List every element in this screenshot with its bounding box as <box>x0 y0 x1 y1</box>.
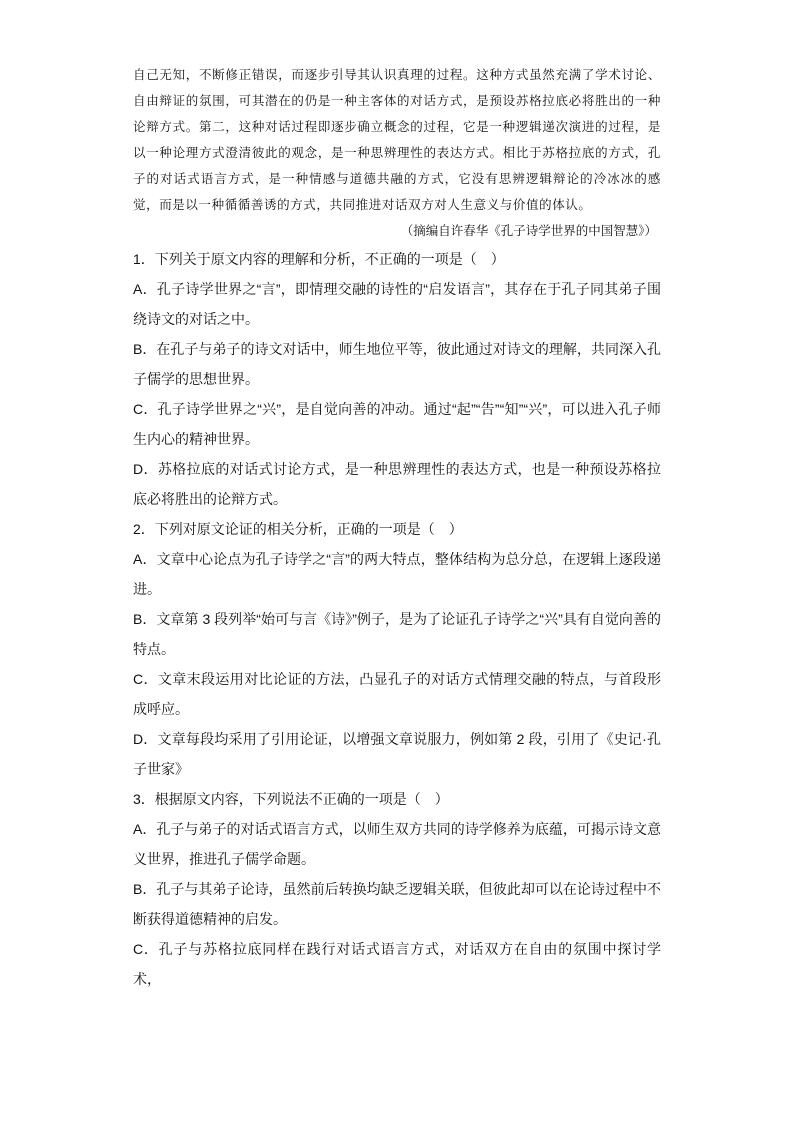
document-page <box>133 62 661 994</box>
passage-source: （摘编自许春华《孔子诗学世界的中国智慧》） <box>400 223 657 238</box>
option-d: D．文章每段均采用了引用论证，以增强文章说服力，例如第 2 段，引用了《史记·孔子世家》 <box>133 731 661 777</box>
question-1 <box>133 244 661 514</box>
question-stem: 1．下列关于原文内容的理解和分析，不正确的一项是（ ） <box>133 251 505 267</box>
option-a: A．孔子与弟子的对话式语言方式，以师生双方共同的诗学修养为底蕴，可揭示诗文意义世界，推进孔子儒学命题。 <box>133 821 661 867</box>
option-b: B．孔子与其弟子论诗，虽然前后转换均缺乏逻辑关联，但彼此却可以在论诗过程中不断获得道德精神的启发。 <box>133 881 661 927</box>
question-2 <box>133 514 661 784</box>
option-b: B．文章第 3 段列举“始可与言《诗》”例子，是为了论证孔子诗学之“兴”具有自觉向善的特点。 <box>133 611 661 657</box>
option-d: D．苏格拉底的对话式讨论方式，是一种思辨理性的表达方式，也是一种预设苏格拉底必将胜出的论辩方式。 <box>133 461 661 507</box>
option-c: C．孔子诗学世界之“兴”，是自觉向善的冲动。通过“起”“告”“知”“兴”，可以进入孔子师生内心的精神世界。 <box>133 401 661 447</box>
option-c: C．文章末段运用对比论证的方法，凸显孔子的对话方式情理交融的特点，与首段形成呼应。 <box>133 671 661 717</box>
question-stem: 3．根据原文内容，下列说法不正确的一项是（ ） <box>133 791 449 807</box>
question-stem: 2．下列对原文论证的相关分析，正确的一项是（ ） <box>133 521 463 537</box>
question-3 <box>133 784 661 994</box>
option-a: A．孔子诗学世界之“言”，即情理交融的诗性的“启发语言”，其存在于孔子同其弟子围绕诗文的对话之中。 <box>133 281 661 327</box>
option-a: A．文章中心论点为孔子诗学之“言”的两大特点，整体结构为总分总，在逻辑上逐段递进。 <box>133 551 661 597</box>
option-c: C．孔子与苏格拉底同样在践行对话式语言方式，对话双方在自由的氛围中探讨学术， <box>133 941 661 987</box>
passage-paragraph: 自己无知，不断修正错误，而逐步引导其认识真理的过程。这种方式虽然充满了学术讨论、自由辩证的氛围，可其潜在的仍是一种主客体的对话方式，是预设苏格拉底必将胜出的一种论辩方式。第二，这种对话过程即逐步确立概念的过程，它是一种逻辑递次演进的过程，是以一种论理方式澄清彼此的观念，是一种思辨理性的表达方式。相比于苏格拉底的方式，孔子的对话式语言方式，是一种情感与道德共融的方式，它没有思辨逻辑辩论的冷冰冰的感觉，而是以一种循循善诱的方式，共同推进对话双方对人生意义与价值的体认。 <box>133 67 661 212</box>
option-b: B．在孔子与弟子的诗文对话中，师生地位平等，彼此通过对诗文的理解，共同深入孔子儒学的思想世界。 <box>133 341 661 387</box>
